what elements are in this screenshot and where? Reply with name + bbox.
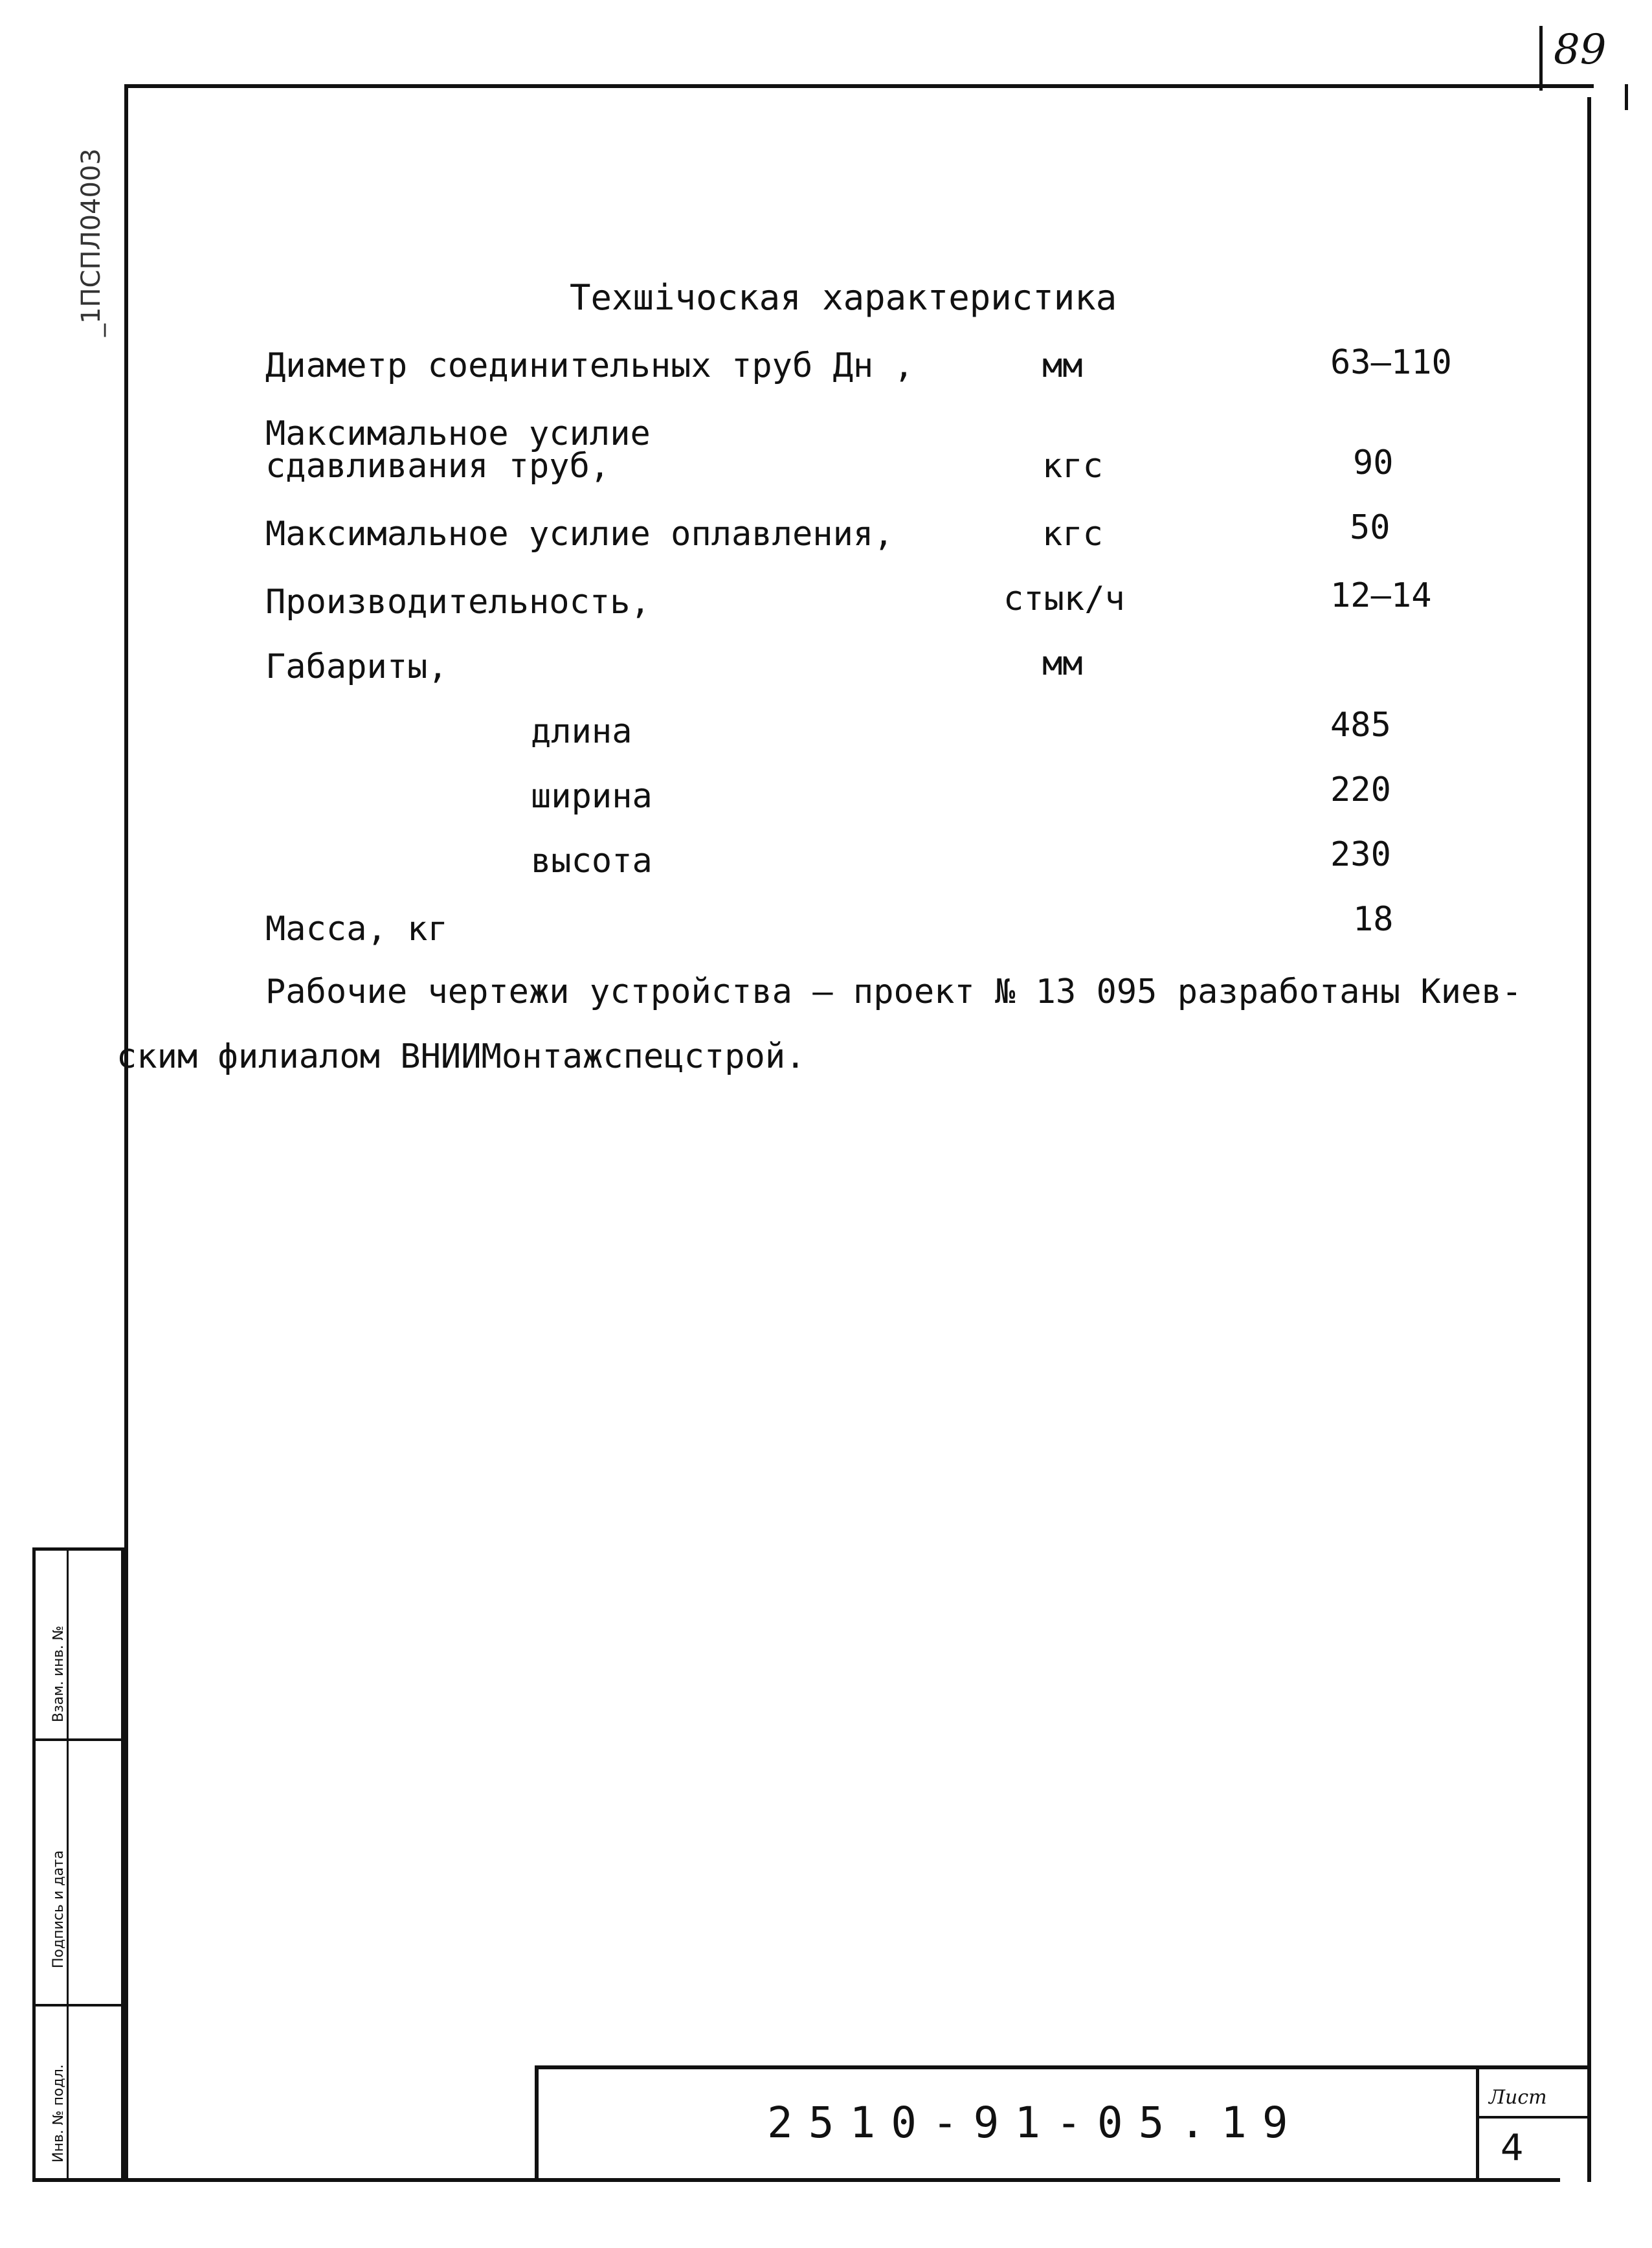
frame-right-line: [1587, 97, 1591, 2182]
spec-row-pressure-value: 90: [1353, 444, 1394, 482]
title-block-sheet-divider: [1476, 2065, 1479, 2182]
frame-top-line: [124, 84, 1594, 88]
spec-row-pressure-label-line2: сдавливания труб,: [265, 447, 610, 486]
spec-row-diameter-unit: мм: [1042, 346, 1083, 385]
side-stamp-cell1: Взам. инв. №: [50, 1625, 67, 1722]
dimension-length-value: 485: [1330, 706, 1391, 745]
frame-left-line: [124, 84, 128, 2182]
spec-row-diameter-label: Диаметр соединительных труб Дн ,: [265, 346, 914, 385]
spec-row-dimensions-unit: мм: [1042, 644, 1083, 683]
side-stamp-divider-1: [36, 1738, 124, 1741]
document-number: 2510-91-05.19: [767, 2098, 1304, 2148]
side-stamp-divider-2: [36, 2004, 124, 2006]
title-block-sheet-hline: [1476, 2116, 1590, 2119]
spec-row-productivity-label: Производительность,: [265, 583, 651, 622]
spec-row-melt-value: 50: [1350, 508, 1390, 547]
sheet-label: Лист: [1489, 2086, 1547, 2109]
spec-row-pressure-label-line1: Максимальное усилие: [265, 414, 651, 453]
archive-code: _1ПСПЛ04003: [76, 148, 106, 337]
spec-row-productivity-unit: стык/ч: [1003, 579, 1125, 618]
spec-row-pressure-unit: кгс: [1042, 447, 1103, 486]
mass-value: 18: [1353, 900, 1394, 939]
side-stamp-vdivider: [67, 1551, 69, 2182]
side-stamp-cell3: Инв. № подл.: [50, 2064, 67, 2163]
page-title: Техшічоская характеристика: [570, 277, 1117, 318]
mass-label: Масса, кг: [265, 910, 448, 949]
side-stamp-cell2: Подпись и дата: [50, 1850, 67, 1968]
frame-corner-tick-right: [1625, 84, 1628, 110]
side-stamp: [32, 1547, 124, 2182]
frame-corner-tick: [1539, 26, 1543, 91]
dimension-height-label: высота: [531, 842, 653, 881]
spec-row-dimensions-label: Габариты,: [265, 647, 448, 686]
dimension-width-label: ширина: [531, 777, 653, 816]
dimension-length-label: длина: [531, 712, 632, 751]
paragraph-line1: Рабочие чертежи устройства – проект № 13 095 разработаны Киев-: [265, 972, 1523, 1011]
dimension-height-value: 230: [1330, 835, 1391, 874]
sheet-number: 4: [1501, 2127, 1524, 2169]
spec-row-productivity-value: 12–14: [1330, 576, 1432, 615]
dimension-width-value: 220: [1330, 770, 1391, 809]
paragraph-line2: ским филиалом ВНИИМонтажспецстрой.: [117, 1037, 806, 1076]
spec-row-melt-label: Максимальное усилие оплавления,: [265, 515, 894, 554]
corner-page-number: 89: [1554, 26, 1607, 74]
spec-row-melt-unit: кгс: [1042, 515, 1103, 554]
spec-row-diameter-value: 63–110: [1330, 343, 1452, 382]
